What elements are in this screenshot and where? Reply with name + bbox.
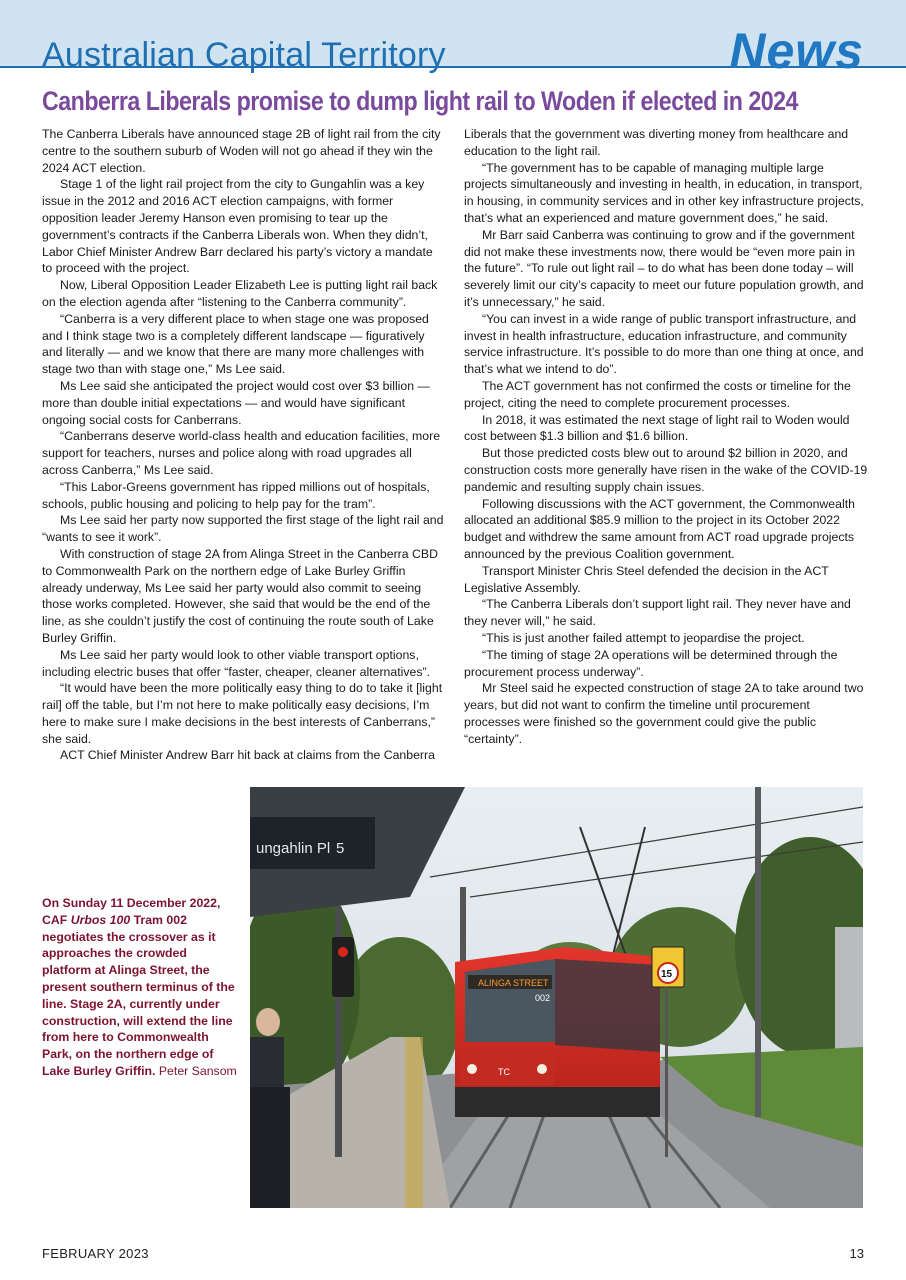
article-paragraph: Stage 1 of the light rail project from the city to Gungahlin was a key issue in the 2012 and 2016 ACT election campaigns, with former opposition leader Jeremy Hanson even promising to tear up the government’s contracts if the Canberra Liberals won. When they didn’t, Labor Chief Minister Andrew Barr declared his party’s victory a mandate to proceed with the project. <box>42 177 433 276</box>
article-paragraph: In 2018, it was estimated the next stage of light rail to Woden would cost between $1.3 billion and $1.6 billion. <box>464 412 850 444</box>
footer-page-number: 13 <box>849 1246 864 1261</box>
article-paragraph: The Canberra Liberals have announced stage 2B of light rail from the city centre to the southern suburb of Woden will not go ahead if they win the 2024 ACT election. <box>42 127 441 175</box>
article-paragraph: “Canberrans deserve world-class health and education facilities, more support for teachers, nurses and police along with road upgrades all across Canberra,” Ms Lee said. <box>42 429 441 477</box>
tram-photo <box>250 787 863 1208</box>
article-paragraph: ACT Chief Minister Andrew Barr hit back at claims from the Canberra <box>60 748 435 763</box>
article-paragraph: Following discussions with the ACT government, the Commonwealth allocated an additional $85.9 million to the project in its October 2022 budget and withdrew the same amount from ACT road upgrade projects announced by the previous Coalition government. <box>464 496 855 561</box>
article-paragraph: “Canberra is a very different place to when stage one was proposed and I think stage two is a completely different landscape — figuratively and literally — and we know that there are many more challenges with stage two than with stage one,” Ms Lee said. <box>42 311 429 377</box>
article-right-column <box>464 126 868 747</box>
article-paragraph: “It would have been the more politically easy thing to do to take it [light rail] off the table, but I’m not here to make politically easy decisions, I’m here to make sure I make decisions in the best interests of Canberrans,” she said. <box>42 681 443 746</box>
article-paragraph: Ms Lee said she anticipated the project would cost over $3 billion — more than double initial expectations — and would have significant ongoing social costs for Canberrans. <box>42 378 430 427</box>
article-paragraph: “This is just another failed attempt to jeopardise the project. <box>482 630 805 645</box>
speed-sign-number: 15 <box>661 969 673 980</box>
caption-text-before: On Sunday 11 December 2022, CAF <box>42 896 221 927</box>
tram-photo-illustration <box>250 787 863 1208</box>
article-left-column <box>42 126 446 764</box>
article-paragraph: “The Canberra Liberals don’t support light rail. They never have and they never will,” he said. <box>464 597 851 629</box>
article-paragraph: The ACT government has not confirmed the costs or timeline for the project, citing the need to complete procurement processes. <box>464 378 851 410</box>
footer-issue-date: FEBRUARY 2023 <box>42 1246 149 1261</box>
photo-credit: Peter Sansom <box>158 1063 237 1078</box>
news-label: News <box>729 23 864 79</box>
tram-destination: ALINGA STREET <box>478 978 549 988</box>
article-paragraph: Transport Minister Chris Steel defended the decision in the ACT Legislative Assembly. <box>464 563 829 595</box>
photo-caption <box>42 895 238 1080</box>
caption-text-after: Tram 002 negotiates the crossover as it approaches the crowded platform at Alinga Street, the present southern terminus of the line. Stage 2A, currently under construction, will extend the line from here to Commonwealth Park, on the northern edge of Lake Burley Griffin. <box>42 912 235 1078</box>
section-title: Australian Capital Territory <box>42 36 446 74</box>
article-paragraph: “The government has to be capable of managing multiple large projects simultaneously and investing in health, in education, in transport, in housing, in community services and in other key infrastructure projects, that’s what an experienced and mature government does,” he said. <box>464 160 864 225</box>
article-paragraph: With construction of stage 2A from Alinga Street in the Canberra CBD to Commonwealth Park on the northern edge of Lake Burley Griffin already underway, Ms Lee said her party would also commit to seeing those works completed. However, she said that would be the end of the line, as she couldn’t justify the cost of continuing the route south of Lake Burley Griffin. <box>42 546 438 645</box>
article-paragraph: Ms Lee said her party would look to other viable transport options, including electric buses that offer “faster, cheaper, cleaner alternatives”. <box>42 647 431 679</box>
caption-tram-model: Urbos 100 <box>70 912 131 927</box>
article-paragraph: Mr Steel said he expected construction of stage 2A to take around two years, but did not want to confirm the timeline until procurement processes were finished so the government could give the public “certainty”. <box>464 681 864 746</box>
article-paragraph: “You can invest in a wide range of public transport infrastructure, and invest in health infrastructure, education infrastructure, and community service infrastructure. It’s possible to do more than one thing at once, and that’s what we intend to do”. <box>464 311 864 377</box>
article-paragraph: Now, Liberal Opposition Leader Elizabeth Lee is putting light rail back on the election agenda after “listening to the Canberra community”. <box>42 278 438 309</box>
stop-sign-number: 5 <box>336 840 345 857</box>
article-paragraph: But those predicted costs blew out to around $2 billion in 2020, and construction costs more generally have risen in the wake of the COVID-19 pandemic and resulting supply chain issues. <box>464 446 868 494</box>
article-headline: Canberra Liberals promise to dump light rail to Woden if elected in 2024 <box>42 86 798 116</box>
article-paragraph: Liberals that the government was diverting money from healthcare and education to the light rail. <box>464 127 849 158</box>
stop-sign-text: ungahlin Pl <box>256 840 331 857</box>
article-paragraph: Mr Barr said Canberra was continuing to grow and if the government did not make these investments now, there would be “even more pain in the future”. “To rule out light rail – to do what has been done today – will severely limit our city’s capacity to meet our future population growth, and it’s unnecessary,” he said. <box>464 227 864 309</box>
article-paragraph: “The timing of stage 2A operations will be determined through the procurement process underway”. <box>464 647 838 679</box>
tram-number: 002 <box>535 993 551 1003</box>
tram-logo: TC <box>498 1067 510 1077</box>
article-paragraph: Ms Lee said her party now supported the first stage of the light rail and “wants to see it work”. <box>42 513 444 545</box>
article-paragraph: “This Labor-Greens government has ripped millions out of hospitals, schools, public housing and policing to help pay for the tram”. <box>42 479 430 511</box>
